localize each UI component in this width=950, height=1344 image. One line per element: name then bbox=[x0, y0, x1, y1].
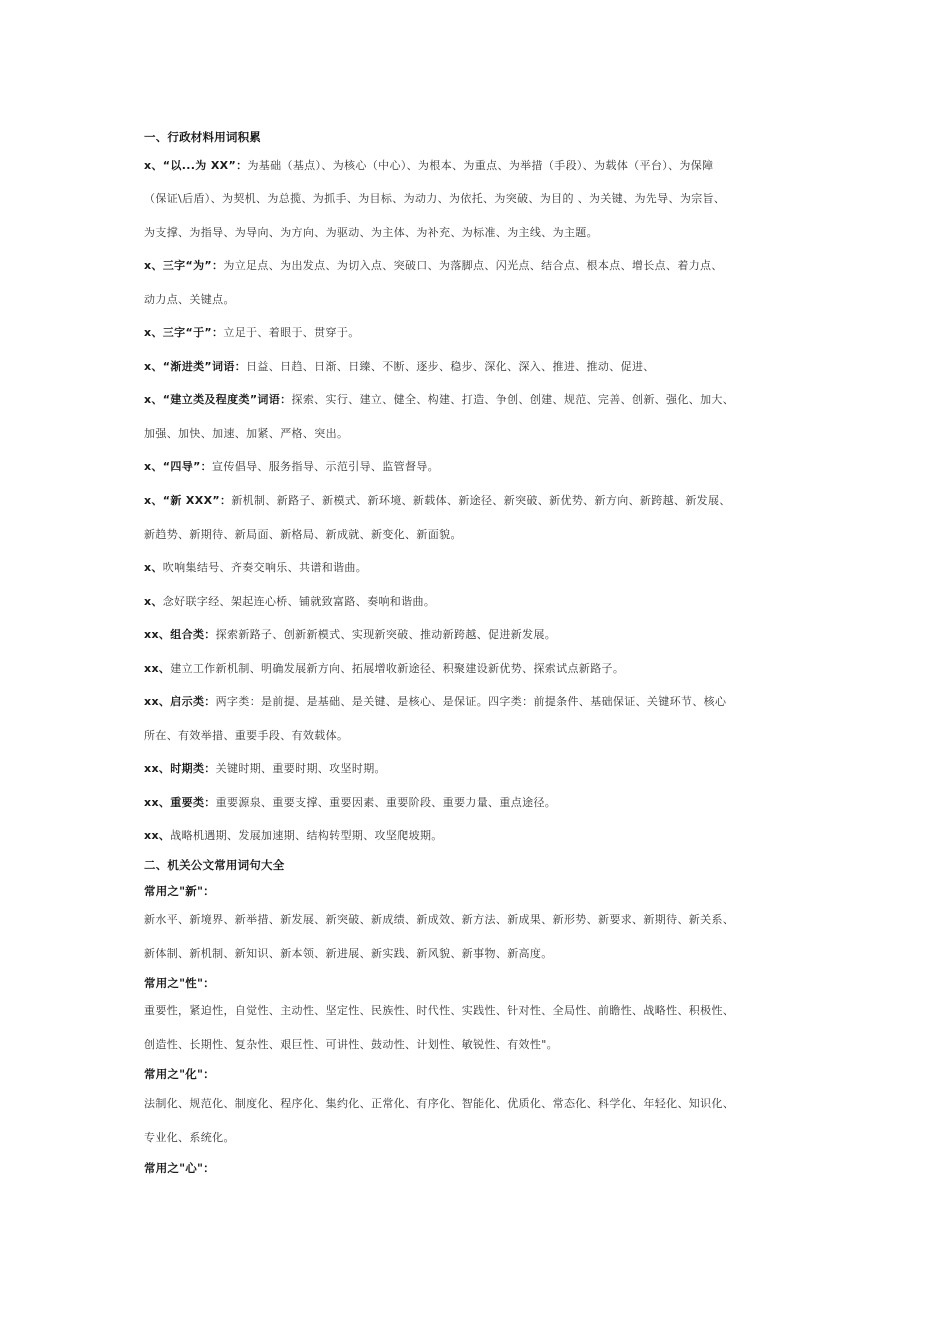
line-text: 两字类：是前提、是基础、是关键、是核心、是保证。四字类：前提条件、基础保证、关键环节、核心 bbox=[215, 695, 727, 708]
text-line bbox=[144, 627, 814, 643]
section-heading bbox=[144, 1160, 814, 1176]
line-text: 念好联字经、架起连心桥、铺就致富路、奏响和谐曲。 bbox=[162, 595, 436, 608]
text-line bbox=[144, 946, 814, 962]
line-lead: x、三字“为”： bbox=[144, 259, 224, 272]
line-lead: xx、重要类： bbox=[144, 796, 216, 809]
text-line bbox=[144, 661, 814, 677]
line-lead: xx、 bbox=[144, 662, 171, 675]
section-heading bbox=[144, 883, 814, 899]
line-lead: 一、行政材料用词积累 bbox=[144, 130, 261, 144]
line-text: 探索、实行、建立、健全、构建、打造、争创、创建、规范、完善、创新、强化、加大、 bbox=[291, 393, 735, 406]
text-line bbox=[144, 158, 814, 174]
line-lead: 常用之"化"： bbox=[144, 1067, 215, 1081]
text-line bbox=[144, 1130, 814, 1146]
line-text: 新体制、新机制、新知识、新本领、新进展、新实践、新风貌、新事物、新高度。 bbox=[144, 947, 553, 960]
line-lead: 常用之"心"： bbox=[144, 1161, 215, 1175]
section-heading bbox=[144, 975, 814, 991]
line-lead: 常用之"新"： bbox=[144, 884, 215, 898]
text-line bbox=[144, 594, 814, 610]
line-text: 战略机遇期、发展加速期、结构转型期、攻坚爬坡期。 bbox=[170, 829, 443, 842]
line-text: 为支撑、为指导、为导向、为方向、为驱动、为主体、为补充、为标准、为主线、为主题。 bbox=[144, 226, 598, 239]
line-text: 为基础（基点）、为核心（中心）、为根本、为重点、为举措（手段）、为载体（平台）、为保障 bbox=[247, 159, 714, 172]
text-line bbox=[144, 191, 814, 207]
line-text: 吹响集结号、齐奏交响乐、共谱和谐曲。 bbox=[162, 561, 368, 574]
text-line bbox=[144, 258, 814, 274]
line-text: 为立足点、为出发点、为切入点、突破口、为落脚点、闪光点、结合点、根本点、增长点、着力点、 bbox=[223, 259, 723, 272]
line-text: 重要性，紧迫性，自觉性、主动性、坚定性、民族性、时代性、实践性、针对性、全局性、前瞻性、战略性、积极性、 bbox=[144, 1004, 735, 1017]
text-line bbox=[144, 1096, 814, 1112]
line-lead: x、 bbox=[144, 561, 163, 574]
line-text: 重要源泉、重要支撑、重要因素、重要阶段、重要力量、重点途径。 bbox=[215, 796, 557, 809]
text-line bbox=[144, 912, 814, 928]
text-line bbox=[144, 795, 814, 811]
line-text: 新趋势、新期待、新局面、新格局、新成就、新变化、新面貌。 bbox=[144, 528, 462, 541]
line-text: 创造性、长期性、复杂性、艰巨性、可讲性、鼓动性、计划性、敏锐性、有效性"。 bbox=[144, 1038, 559, 1051]
line-lead: x、三字“于”： bbox=[144, 326, 224, 339]
text-line bbox=[144, 426, 814, 442]
text-line bbox=[144, 225, 814, 241]
text-line bbox=[144, 694, 814, 710]
section-heading bbox=[144, 129, 814, 145]
text-line bbox=[144, 761, 814, 777]
line-text: 新机制、新路子、新模式、新环境、新载体、新途径、新突破、新优势、新方向、新跨越、新发展、 bbox=[231, 494, 731, 507]
line-lead: x、“建立类及程度类”词语： bbox=[144, 393, 292, 406]
line-text: 宣传倡导、服务指导、示范引导、监管督导。 bbox=[212, 460, 440, 473]
text-line bbox=[144, 292, 814, 308]
line-text: 立足于、着眼于、贯穿于。 bbox=[223, 326, 360, 339]
section-heading bbox=[144, 1066, 814, 1082]
line-text: 专业化、系统化。 bbox=[144, 1131, 235, 1144]
line-lead: x、“渐进类”词语： bbox=[144, 360, 247, 373]
text-line bbox=[144, 325, 814, 341]
line-lead: x、“四导”： bbox=[144, 460, 213, 473]
line-text: 法制化、规范化、制度化、程序化、集约化、正常化、有序化、智能化、优质化、常态化、科学化、年轻化、知识化、 bbox=[144, 1097, 735, 1110]
line-text: 关键时期、重要时期、攻坚时期。 bbox=[215, 762, 386, 775]
text-line bbox=[144, 527, 814, 543]
line-text: 日益、日趋、日渐、日臻、不断、逐步、稳步、深化、深入、推进、推动、促进、 bbox=[246, 360, 655, 373]
text-line bbox=[144, 828, 814, 844]
line-lead: x、“以...为 XX”： bbox=[144, 159, 248, 172]
line-lead: 二、机关公文常用词句大全 bbox=[144, 858, 285, 872]
line-lead: xx、组合类： bbox=[144, 628, 216, 641]
text-line bbox=[144, 1037, 814, 1053]
text-line bbox=[144, 560, 814, 576]
line-lead: xx、启示类： bbox=[144, 695, 216, 708]
text-line bbox=[144, 359, 814, 375]
text-line bbox=[144, 459, 814, 475]
line-text: （保证\后盾）、为契机、为总揽、为抓手、为目标、为动力、为依托、为突破、为目的 、为关键、为先导、为宗旨、 bbox=[144, 192, 726, 205]
section-heading bbox=[144, 857, 814, 873]
text-line bbox=[144, 728, 814, 744]
line-text: 探索新路子、创新新模式、实现新突破、推动新跨越、促进新发展。 bbox=[215, 628, 557, 641]
text-line bbox=[144, 1003, 814, 1019]
line-lead: 常用之"性"： bbox=[144, 976, 215, 990]
line-lead: xx、时期类： bbox=[144, 762, 216, 775]
line-text: 所在、有效举措、重要手段、有效载体。 bbox=[144, 729, 349, 742]
text-line bbox=[144, 493, 814, 509]
line-text: 建立工作新机制、明确发展新方向、拓展增收新途径、积聚建设新优势、探索试点新路子。 bbox=[170, 662, 625, 675]
text-line bbox=[144, 392, 814, 408]
line-text: 动力点、关键点。 bbox=[144, 293, 235, 306]
line-lead: x、“新 XXX”： bbox=[144, 494, 232, 507]
line-text: 新水平、新境界、新举措、新发展、新突破、新成绩、新成效、新方法、新成果、新形势、新要求、新期待、新关系、 bbox=[144, 913, 735, 926]
line-text: 加强、加快、加速、加紧、严格、突出。 bbox=[144, 427, 349, 440]
line-lead: xx、 bbox=[144, 829, 171, 842]
line-lead: x、 bbox=[144, 595, 163, 608]
